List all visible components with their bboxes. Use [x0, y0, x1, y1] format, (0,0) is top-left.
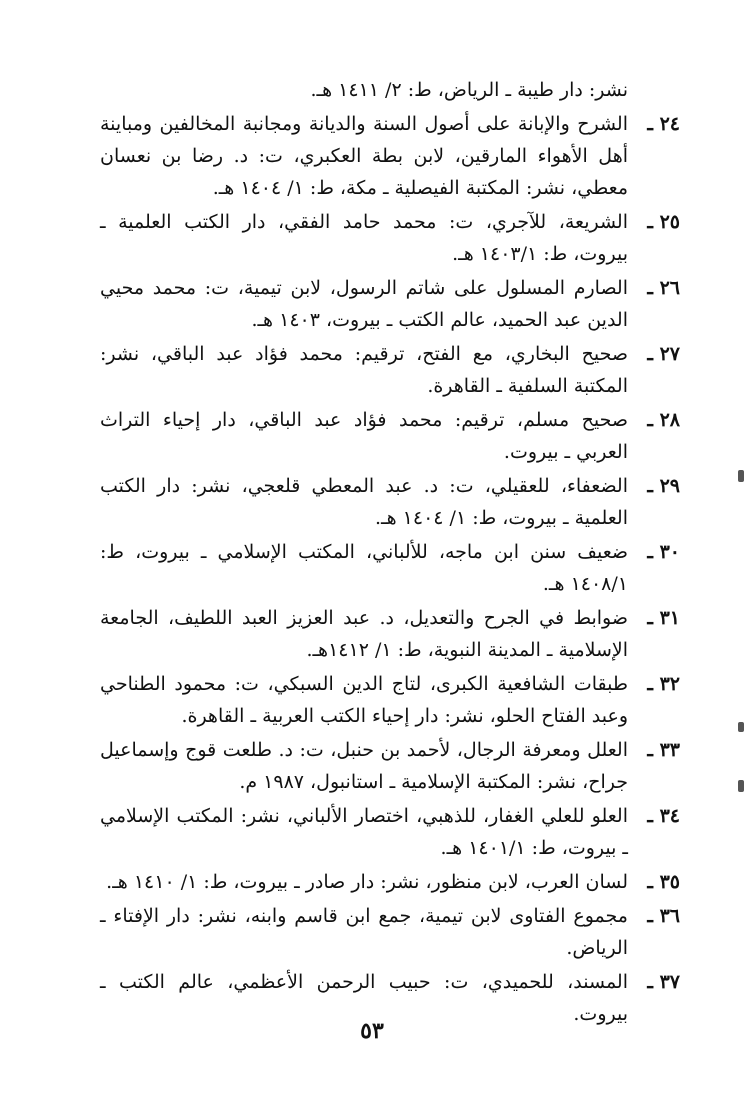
- entry-text: المسند، للحميدي، ت: حبيب الرحمن الأعظمي، عالم الكتب ـ بيروت.: [100, 971, 628, 1025]
- entry-28: [100, 404, 680, 468]
- entry-number: ٢٤ ـ: [647, 113, 680, 135]
- entry-text: الضعفاء، للعقيلي، ت: د. عبد المعطي قلعجي، نشر: دار الكتب العلمية ـ بيروت، ط: ١/ ١٤٠٤ هـ.: [100, 475, 628, 529]
- entry-number: ٢٩ ـ: [647, 475, 680, 497]
- entry-number: ٣٦ ـ: [647, 905, 680, 927]
- entry-number: ٣١ ـ: [647, 607, 680, 629]
- intro-line: نشر: دار طيبة ـ الرياض، ط: ٢/ ١٤١١ هـ.: [310, 79, 628, 101]
- entry-number: ٢٨ ـ: [647, 409, 680, 431]
- entry-33: [100, 734, 680, 798]
- entry-number: ٢٥ ـ: [647, 211, 680, 233]
- entry-text: ضعيف سنن ابن ماجه، للألباني، المكتب الإسلامي ـ بيروت، ط: ١٤٠٨/١ هـ.: [100, 541, 628, 595]
- entry-text: الشرح والإبانة على أصول السنة والديانة ومجانبة المخالفين ومباينة أهل الأهواء المارقين، لابن بطة العكبري، ت: د. رضا بن نعسان معطي، نشر: المكتبة الفيصلية ـ مكة، ط: ١/ ١٤٠٤ هـ.: [100, 113, 628, 199]
- entry-number: ٣٣ ـ: [647, 739, 680, 761]
- page-number: ٥٣: [360, 1018, 384, 1044]
- entry-text: صحيح مسلم، ترقيم: محمد فؤاد عبد الباقي، دار إحياء التراث العربي ـ بيروت.: [100, 409, 628, 463]
- entry-number: ٣٤ ـ: [647, 805, 680, 827]
- entry-text: لسان العرب، لابن منظور، نشر: دار صادر ـ بيروت، ط: ١/ ١٤١٠ هـ.: [106, 871, 628, 893]
- entry-number: ٣٢ ـ: [647, 673, 680, 695]
- entry-31: [100, 602, 680, 666]
- entry-29: [100, 470, 680, 534]
- entry-text: ضوابط في الجرح والتعديل، د. عبد العزيز العبد اللطيف، الجامعة الإسلامية ـ المدينة النبوية، ط: ١/ ١٤١٢هـ.: [100, 607, 628, 661]
- entry-text: الصارم المسلول على شاتم الرسول، لابن تيمية، ت: محمد محيي الدين عبد الحميد، عالم الكتب ـ بيروت، ١٤٠٣ هـ.: [100, 277, 628, 331]
- entry-text: العلل ومعرفة الرجال، لأحمد بن حنبل، ت: د. طلعت قوج وإسماعيل جراح، نشر: المكتبة الإسلامية ـ استانبول، ١٩٨٧ م.: [100, 739, 628, 793]
- scan-edge-mark: [738, 470, 744, 482]
- entry-text: الشريعة، للآجري، ت: محمد حامد الفقي، دار الكتب العلمية ـ بيروت، ط: ١٤٠٣/١ هـ.: [100, 211, 628, 265]
- entry-32: [100, 668, 680, 732]
- entry-24: [100, 108, 680, 204]
- scan-edge-mark: [738, 780, 744, 792]
- entry-number: ٢٦ ـ: [647, 277, 680, 299]
- entry-number: ٢٧ ـ: [647, 343, 680, 365]
- entry-26: [100, 272, 680, 336]
- bibliography-page: [100, 74, 680, 1030]
- entry-25: [100, 206, 680, 270]
- entry-35: [100, 866, 680, 898]
- entry-30: [100, 536, 680, 600]
- entry-36: [100, 900, 680, 964]
- entry-text: طبقات الشافعية الكبرى، لتاج الدين السبكي، ت: محمود الطناحي وعبد الفتاح الحلو، نشر: دار إحياء الكتب العربية ـ القاهرة.: [100, 673, 628, 727]
- entry-34: [100, 800, 680, 864]
- entry-number: ٣٧ ـ: [647, 971, 680, 993]
- entry-text: صحيح البخاري، مع الفتح، ترقيم: محمد فؤاد عبد الباقي، نشر: المكتبة السلفية ـ القاهرة.: [100, 343, 628, 397]
- entry-text: مجموع الفتاوى لابن تيمية، جمع ابن قاسم وابنه، نشر: دار الإفتاء ـ الرياض.: [100, 905, 628, 959]
- entry-number: ٣٥ ـ: [647, 871, 680, 893]
- scan-edge-mark: [738, 722, 744, 732]
- entry-number: ٣٠ ـ: [647, 541, 680, 563]
- entry-27: [100, 338, 680, 402]
- entry-text: العلو للعلي الغفار، للذهبي، اختصار الألباني، نشر: المكتب الإسلامي ـ بيروت، ط: ١٤٠١/١ هـ.: [100, 805, 628, 859]
